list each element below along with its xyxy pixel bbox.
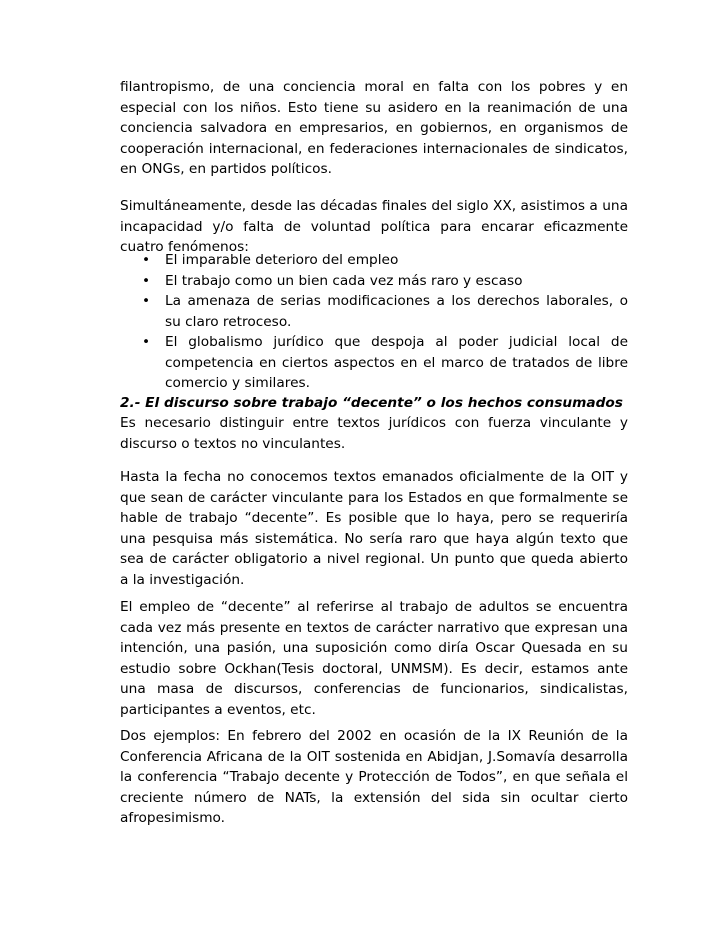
paragraph-filantropismo: filantropismo, de una conciencia moral en falta con los pobres y en especial con los niños. Esto tiene su asidero en la reanimación de una conciencia salvadora en empresarios, en gobiernos, en organismos de cooperación internacional, en federaciones internacionales de sindicatos, en ONGs, en partidos políticos. — [120, 79, 628, 177]
paragraph-simultaneamente: Simultáneamente, desde las décadas finales del siglo XX, asistimos a una incapacidad y/o falta de voluntad política para encarar eficazmente cuatro fenómenos: — [120, 198, 628, 255]
paragraph-hasta-la-fecha: Hasta la fecha no conocemos textos emanados oficialmente de la OIT y que sean de carácter vinculante para los Estados en que formalmente se hable de trabajo “decente”. Es posible que lo haya, pero se requeriría una pesquisa más sistemática. No sería raro que haya algún texto que sea de carácter obligatorio a nivel regional. Un punto que queda abierto a la investigación. — [120, 469, 628, 588]
bullet-text: El trabajo como un bien cada vez más raro y escaso — [165, 272, 523, 289]
phenomena-bullet-list — [120, 250, 628, 394]
bullet-item — [120, 250, 628, 271]
bullet-icon: • — [142, 334, 151, 350]
bullet-item — [120, 271, 628, 292]
bullet-icon: • — [142, 293, 151, 309]
paragraph-empleo-decente: El empleo de “decente” al referirse al trabajo de adultos se encuentra cada vez más presente en textos de carácter narrativo que expresan una intención, una pasión, una suposición como diría Oscar Quesada en su estudio sobre Ockhan(Tesis doctoral, UNMSM). Es decir, estamos ante una masa de discursos, conferencias de funcionarios, sindicalistas, participantes a eventos, etc. — [120, 599, 628, 718]
bullet-item — [120, 291, 628, 332]
bullet-icon: • — [142, 272, 151, 289]
paragraph-necesario: Es necesario distinguir entre textos jurídicos con fuerza vinculante y discurso o textos no vinculantes. — [120, 415, 628, 452]
bullet-icon: • — [142, 252, 151, 268]
section-heading: 2.- El discurso sobre trabajo “decente” o los hechos consumados — [120, 395, 623, 411]
bullet-text: El imparable deterioro del empleo — [165, 252, 399, 268]
bullet-item — [120, 332, 628, 394]
bullet-text: El globalismo jurídico que despoja al poder judicial local de competencia en ciertos aspectos en el marco de tratados de libre comercio y similares. — [165, 334, 628, 391]
bullet-text: La amenaza de serias modificaciones a los derechos laborales, o su claro retroceso. — [165, 293, 628, 330]
paragraph-dos-ejemplos: Dos ejemplos: En febrero del 2002 en ocasión de la IX Reunión de la Conferencia Africana de la OIT sostenida en Abidjan, J.Somavía desarrolla la conferencia “Trabajo decente y Protección de Todos”, en que señala el creciente número de NATs, la extensión del sida sin ocultar cierto afropesimismo. — [120, 728, 628, 826]
